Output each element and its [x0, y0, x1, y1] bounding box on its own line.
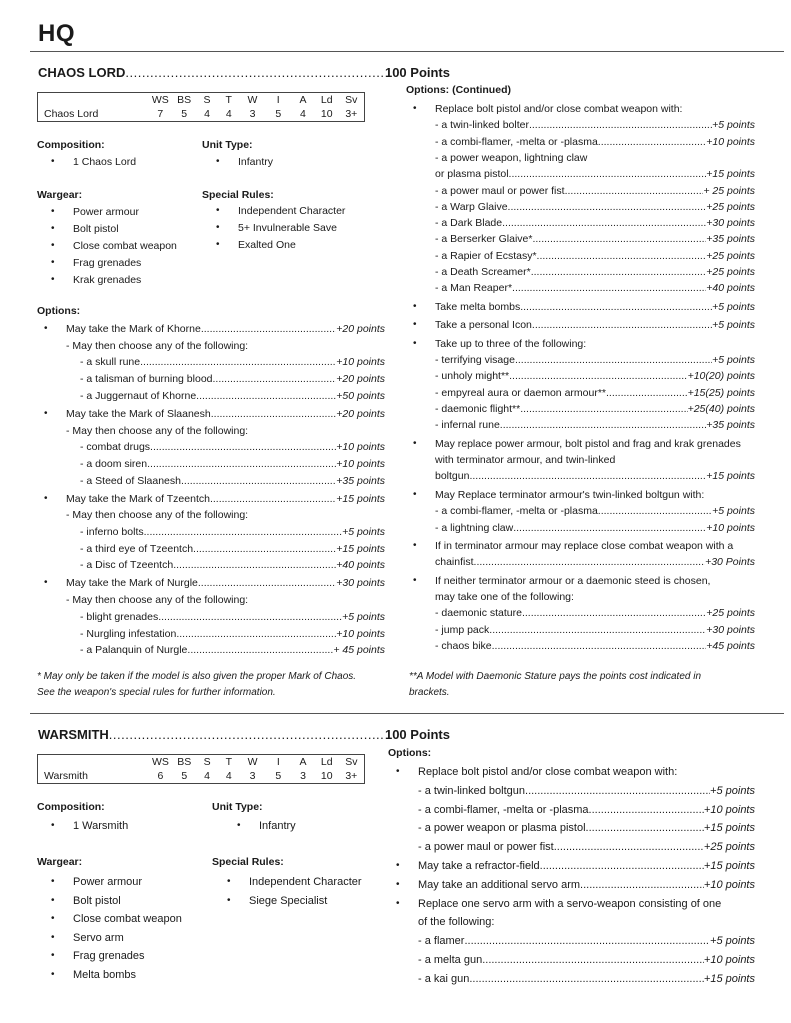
option-label: - a power maul or power fist: [418, 841, 554, 854]
option-row: [435, 640, 755, 652]
wargear-item: • Power armour: [73, 876, 142, 888]
option-points: +5 points: [712, 505, 755, 518]
special_rules-item: • 5+ Invulnerable Save: [238, 222, 337, 234]
options-continued-label: Options: (Continued): [406, 84, 511, 96]
option-label: or plasma pistol: [435, 168, 509, 181]
option-row: [80, 526, 385, 538]
special_rules-item: • Exalted One: [238, 239, 296, 251]
option-row: [435, 470, 755, 482]
stat-value: 5: [181, 770, 188, 782]
leader-dots: [513, 522, 706, 534]
wargear-item: • Melta bombs: [73, 969, 136, 981]
wargear-item: • Close combat weapon: [73, 240, 177, 252]
option-points: +10 points: [336, 627, 385, 640]
leader-dots: [532, 319, 712, 331]
leader-dots: [474, 556, 706, 568]
option-row: [435, 354, 755, 366]
unit-points: 100 Points: [384, 65, 450, 80]
option-row: [435, 233, 755, 245]
option-label: • May take a refractor-field: [418, 860, 540, 872]
leader-dots: [509, 370, 687, 382]
option-points: +10 points: [706, 521, 755, 534]
stat-header: Sv: [345, 94, 358, 106]
option-row: [418, 973, 755, 985]
option-points: +15 points: [336, 492, 385, 505]
option-points: +15(25) points: [687, 386, 755, 399]
stat-value: 3: [249, 108, 256, 120]
option-line: of the following:: [418, 916, 495, 929]
option-points: + 25 points: [703, 184, 755, 197]
option-row: [418, 860, 755, 872]
leader-dots: [589, 804, 704, 816]
option-item: • Take up to three of the following:: [435, 338, 586, 350]
option-row: [80, 644, 385, 656]
option-label: • May take the Mark of Nurgle: [66, 577, 198, 590]
option-row: [435, 607, 755, 619]
divider: [30, 713, 784, 714]
option-row: [435, 217, 755, 229]
wargear-item: • Frag grenades: [73, 257, 141, 269]
option-row: [418, 785, 755, 797]
footnote: * May only be taken if the model is also given the proper Mark of Chaos. See the weapon's special rules for further information.: [37, 671, 357, 698]
stat-header: I: [276, 756, 280, 768]
leader-dots: [565, 185, 704, 197]
option-points: +10(20) points: [687, 370, 755, 383]
option-label: - inferno bolts: [80, 526, 144, 538]
option-label: boltgun: [435, 470, 470, 483]
stat-value: 4: [225, 108, 232, 120]
unit-name: WARSMITH: [38, 727, 109, 742]
option-points: +40 points: [336, 559, 385, 572]
wargear-item: • Bolt pistol: [73, 223, 119, 235]
option-label: - a twin-linked bolter: [435, 119, 529, 132]
stat-header: T: [225, 94, 232, 106]
option-label: • Take a personal Icon: [435, 319, 532, 332]
leader-dots: [150, 441, 336, 453]
leader-dots: [537, 250, 707, 262]
option-points: +5 points: [712, 300, 755, 313]
option-label: - jump pack: [435, 623, 490, 636]
leader-dots: [211, 408, 337, 420]
option-points: +10 points: [706, 135, 755, 148]
leader-dots: [210, 493, 336, 505]
option-points: +25 points: [703, 841, 755, 854]
special-rules-label: Special Rules:: [212, 856, 284, 868]
stat-unit-name: Warsmith: [44, 770, 88, 782]
option-label: - a kai gun: [418, 972, 470, 985]
stat-value: 5: [275, 770, 282, 782]
option-row: [435, 119, 755, 131]
option-label: - daemonic stature: [435, 607, 522, 620]
option-row: [435, 419, 755, 431]
option-points: +5 points: [342, 610, 385, 623]
leader-dots: [158, 611, 342, 623]
composition-item: • 1 Chaos Lord: [73, 156, 136, 168]
option-points: +30 points: [706, 623, 755, 636]
option-label: - a Man Reaper*: [435, 282, 513, 295]
wargear-label: Wargear:: [37, 856, 83, 868]
option-points: +15 points: [703, 822, 755, 835]
option-label: - a third eye of Tzeentch: [80, 542, 194, 555]
option-row: [66, 323, 385, 335]
leader-dots: [109, 727, 385, 742]
option-label: - a Steed of Slaanesh: [80, 474, 181, 487]
option-points: +5 points: [710, 935, 755, 948]
option-points: +40 points: [706, 282, 755, 295]
option-row: [418, 841, 755, 853]
stat-header: A: [299, 94, 307, 106]
page-title: HQ: [38, 20, 75, 47]
unit-type-label: Unit Type:: [202, 139, 253, 151]
option-row: [435, 301, 755, 313]
option-label: - a lightning claw: [435, 521, 514, 534]
option-label: - a Palanquin of Nurgle: [80, 644, 188, 657]
option-item: • If in terminator armour may replace close combat weapon with a: [435, 540, 733, 552]
stat-table: [37, 754, 365, 784]
option-points: +35 points: [706, 233, 755, 246]
leader-dots: [520, 301, 712, 313]
option-points: +15 points: [336, 542, 385, 555]
option-item: • Replace one servo arm with a servo-weapon consisting of one: [418, 898, 721, 910]
stat-value: 7: [157, 108, 164, 120]
option-points: +25 points: [706, 607, 755, 620]
option-points: +10 points: [336, 457, 385, 470]
option-points: +30 Points: [705, 556, 755, 569]
option-row: [80, 559, 385, 571]
leader-dots: [213, 373, 337, 385]
stat-header: W: [247, 756, 258, 768]
leader-dots: [502, 217, 706, 229]
option-label: • May take the Mark of Slaanesh: [66, 407, 211, 420]
unit_type-item: • Infantry: [238, 156, 273, 168]
option-points: +5 points: [342, 526, 385, 538]
option-row: [80, 458, 385, 470]
unit-header-chaos-lord: [38, 65, 450, 80]
leader-dots: [580, 879, 704, 891]
stat-header-blank: [38, 755, 149, 770]
option-row: [80, 441, 385, 453]
option-row: [80, 373, 385, 385]
option-label: - a power weapon or plasma pistol: [418, 822, 586, 835]
option-item: • Replace bolt pistol and/or close combat weapon with:: [418, 766, 677, 778]
option-row: [435, 522, 755, 534]
option-label: - blight grenades: [80, 610, 159, 623]
option-points: + 45 points: [333, 644, 385, 657]
leader-dots: [482, 954, 704, 966]
option-label: - a Rapier of Ecstasy*: [435, 249, 537, 262]
unit-name: CHAOS LORD: [38, 65, 126, 80]
stat-value: 3+: [345, 770, 358, 782]
stat-header: T: [225, 756, 233, 768]
option-points: +20 points: [336, 407, 385, 420]
wargear-item: • Frag grenades: [73, 950, 145, 962]
option-row: [66, 408, 385, 420]
options-label: Options:: [37, 305, 81, 317]
wargear-label: Wargear:: [37, 189, 83, 201]
option-row: [435, 250, 755, 262]
stat-value: 3+: [345, 108, 358, 120]
option-points: +20 points: [336, 323, 385, 335]
option-points: +25 points: [706, 266, 755, 278]
option-item: • If neither terminator armour or a daemonic steed is chosen,: [435, 575, 710, 587]
option-row: [435, 370, 755, 382]
option-points: +10 points: [336, 356, 385, 369]
wargear-item: • Power armour: [73, 206, 139, 218]
option-line: - May then choose any of the following:: [66, 339, 249, 352]
stat-header: S: [203, 756, 211, 768]
leader-dots: [193, 543, 336, 555]
stat-header: A: [299, 756, 307, 768]
stat-value: 6: [157, 770, 164, 782]
footnote: **A Model with Daemonic Stature pays the points cost indicated in brackets.: [409, 671, 702, 698]
option-label: - a Disc of Tzeentch: [80, 559, 174, 572]
option-row: [435, 387, 755, 399]
leader-dots: [173, 559, 336, 571]
option-points: +15 points: [703, 860, 755, 872]
stat-value: 5: [275, 108, 282, 120]
option-label: - a twin-linked boltgun: [418, 784, 526, 797]
leader-dots: [469, 470, 706, 482]
option-row: [435, 556, 755, 568]
leader-dots: [586, 822, 704, 834]
option-item: • May Replace terminator armour's twin-linked boltgun with:: [435, 489, 704, 501]
option-label: - a skull rune: [80, 356, 141, 369]
option-points: +5 points: [712, 354, 755, 367]
option-row: [435, 505, 755, 517]
option-label: - chaos bike: [435, 640, 492, 652]
option-row: [435, 168, 755, 180]
stat-header: BS: [177, 94, 192, 106]
unit-type-label: Unit Type:: [212, 801, 263, 813]
leader-dots: [598, 136, 706, 148]
leader-dots: [500, 419, 706, 431]
stat-header: S: [203, 94, 211, 106]
wargear-item: • Krak grenades: [73, 274, 141, 286]
option-line: with terminator armour, and twin-linked: [435, 454, 616, 467]
option-row: [435, 403, 755, 415]
leader-dots: [492, 640, 707, 652]
option-label: - a Berserker Glaive*: [435, 233, 533, 246]
option-points: +20 points: [336, 373, 385, 386]
option-label: - a Death Screamer*: [435, 266, 531, 278]
option-points: +30 points: [336, 577, 385, 590]
leader-dots: [525, 785, 710, 797]
stat-value: 4: [204, 108, 210, 120]
stat-header: WS: [151, 756, 169, 768]
option-label: - a combi-flamer, -melta or -plasma: [418, 803, 589, 816]
stat-value: 5: [181, 108, 188, 120]
leader-dots: [469, 973, 704, 985]
option-label: - a doom siren: [80, 457, 148, 470]
option-row: [435, 201, 755, 213]
option-row: [418, 879, 755, 891]
option-row: [418, 935, 755, 947]
option-label: - a Warp Glaive: [435, 200, 508, 213]
unit-points: 100 Points: [384, 727, 450, 742]
stat-header: W: [247, 94, 258, 106]
leader-dots: [606, 387, 688, 399]
option-row: [418, 804, 755, 816]
stat-value: 4: [204, 770, 211, 782]
option-points: +50 points: [336, 389, 385, 402]
option-row: [80, 475, 385, 487]
option-label: - a melta gun: [418, 954, 483, 966]
option-points: +10 points: [703, 803, 755, 816]
leader-dots: [198, 577, 336, 589]
option-points: +25(40) points: [687, 403, 755, 415]
option-label: chainfist: [435, 556, 474, 569]
leader-dots: [125, 65, 385, 80]
composition-label: Composition:: [37, 139, 105, 151]
stat-unit-name: Chaos Lord: [44, 108, 99, 120]
option-points: +5 points: [710, 784, 755, 797]
leader-dots: [181, 475, 336, 487]
option-row: [435, 319, 755, 331]
stat-header: Ld: [320, 756, 333, 768]
wargear-item: • Servo arm: [73, 932, 124, 944]
stat-value: 4: [300, 108, 306, 120]
special_rules-item: • Independent Character: [238, 205, 345, 217]
option-points: +15 points: [706, 168, 755, 181]
option-points: +25 points: [706, 200, 755, 213]
leader-dots: [196, 390, 336, 402]
option-row: [80, 628, 385, 640]
leader-dots: [540, 860, 704, 872]
divider: [30, 51, 784, 52]
leader-dots: [187, 644, 333, 656]
option-label: - a combi-flamer, -melta or -plasma: [435, 505, 598, 518]
leader-dots: [515, 354, 712, 366]
option-label: - daemonic flight**: [435, 403, 521, 415]
option-row: [80, 543, 385, 555]
option-line: - a power weapon, lightning claw: [435, 151, 588, 164]
leader-dots: [554, 841, 704, 853]
option-row: [66, 577, 385, 589]
option-points: +30 points: [706, 217, 755, 230]
wargear-item: • Close combat weapon: [73, 913, 182, 925]
option-label: - combat drugs: [80, 441, 151, 454]
options-label: Options:: [388, 747, 432, 759]
option-line: - May then choose any of the following:: [66, 594, 249, 607]
unit_type-item: • Infantry: [259, 820, 296, 832]
option-points: +10 points: [336, 441, 385, 454]
option-label: • May take the Mark of Tzeentch: [66, 492, 210, 505]
leader-dots: [144, 526, 342, 538]
option-points: +5 points: [712, 119, 755, 132]
option-line: - May then choose any of the following:: [66, 509, 249, 522]
option-points: +10 points: [703, 954, 755, 966]
option-label: - unholy might**: [435, 370, 510, 383]
special_rules-item: • Siege Specialist: [249, 895, 327, 907]
option-row: [435, 185, 755, 197]
option-label: - a Dark Blade: [435, 217, 503, 230]
option-points: +5 points: [712, 319, 755, 332]
leader-dots: [508, 201, 707, 213]
unit-header-warsmith: [38, 727, 450, 742]
option-label: - a power maul or power fist: [435, 184, 565, 197]
option-label: - Nurgling infestation: [80, 627, 177, 640]
option-row: [418, 954, 755, 966]
composition-label: Composition:: [37, 801, 105, 813]
option-item: • May replace power armour, bolt pistol and frag and krak grenades: [435, 438, 741, 450]
option-points: +15 points: [706, 470, 755, 483]
option-label: • May take the Mark of Khorne: [66, 323, 201, 335]
stat-header: Ld: [320, 94, 333, 106]
option-row: [435, 624, 755, 636]
leader-dots: [520, 403, 687, 415]
stat-value: 4: [225, 770, 232, 782]
stat-header-blank: [38, 93, 149, 108]
stat-header: WS: [151, 94, 169, 106]
special_rules-item: • Independent Character: [249, 876, 362, 888]
option-label: - a Juggernaut of Khorne: [80, 389, 197, 402]
option-label: - a talisman of burning blood: [80, 373, 213, 386]
option-item: • Replace bolt pistol and/or close combat weapon with:: [435, 103, 682, 115]
option-row: [80, 390, 385, 402]
stat-table: [37, 92, 365, 122]
option-row: [66, 493, 385, 505]
leader-dots: [598, 505, 712, 517]
stat-value: 10: [320, 108, 333, 120]
leader-dots: [201, 323, 336, 335]
option-row: [435, 136, 755, 148]
leader-dots: [140, 356, 336, 368]
leader-dots: [489, 624, 706, 636]
leader-dots: [531, 266, 707, 278]
stat-value: 3: [300, 770, 306, 782]
leader-dots: [147, 458, 336, 470]
option-label: • Take melta bombs: [435, 300, 521, 313]
option-label: - a flamer: [418, 935, 465, 948]
option-points: +35 points: [706, 419, 755, 432]
stat-header: Sv: [345, 756, 358, 768]
stat-value: 3: [249, 770, 256, 782]
option-points: +10 points: [703, 878, 755, 891]
option-row: [418, 822, 755, 834]
leader-dots: [509, 168, 707, 180]
stat-header: I: [276, 94, 280, 106]
option-label: - a combi-flamer, -melta or -plasma: [435, 135, 598, 148]
option-label: - infernal rune: [435, 419, 500, 432]
leader-dots: [532, 233, 706, 245]
option-label: - empyreal aura or daemon armour**: [435, 386, 606, 399]
stat-header: BS: [177, 756, 192, 768]
leader-dots: [529, 119, 712, 131]
option-row: [435, 266, 755, 278]
option-label: • May take an additional servo arm: [418, 878, 581, 891]
composition-item: • 1 Warsmith: [73, 820, 128, 832]
leader-dots: [522, 607, 706, 619]
option-points: +15 points: [703, 972, 755, 985]
option-label: - terrifying visage: [435, 354, 515, 367]
option-points: +25 points: [706, 249, 755, 262]
stat-value: 10: [320, 770, 333, 782]
leader-dots: [512, 282, 706, 294]
option-row: [435, 282, 755, 294]
leader-dots: [464, 935, 710, 947]
option-points: +45 points: [706, 640, 755, 652]
leader-dots: [176, 628, 336, 640]
option-points: +35 points: [336, 474, 385, 487]
option-row: [80, 356, 385, 368]
special-rules-label: Special Rules:: [202, 189, 274, 201]
option-line: - May then choose any of the following:: [66, 424, 249, 437]
wargear-item: • Bolt pistol: [73, 895, 121, 907]
option-row: [80, 611, 385, 623]
option-line: may take one of the following:: [435, 591, 574, 604]
